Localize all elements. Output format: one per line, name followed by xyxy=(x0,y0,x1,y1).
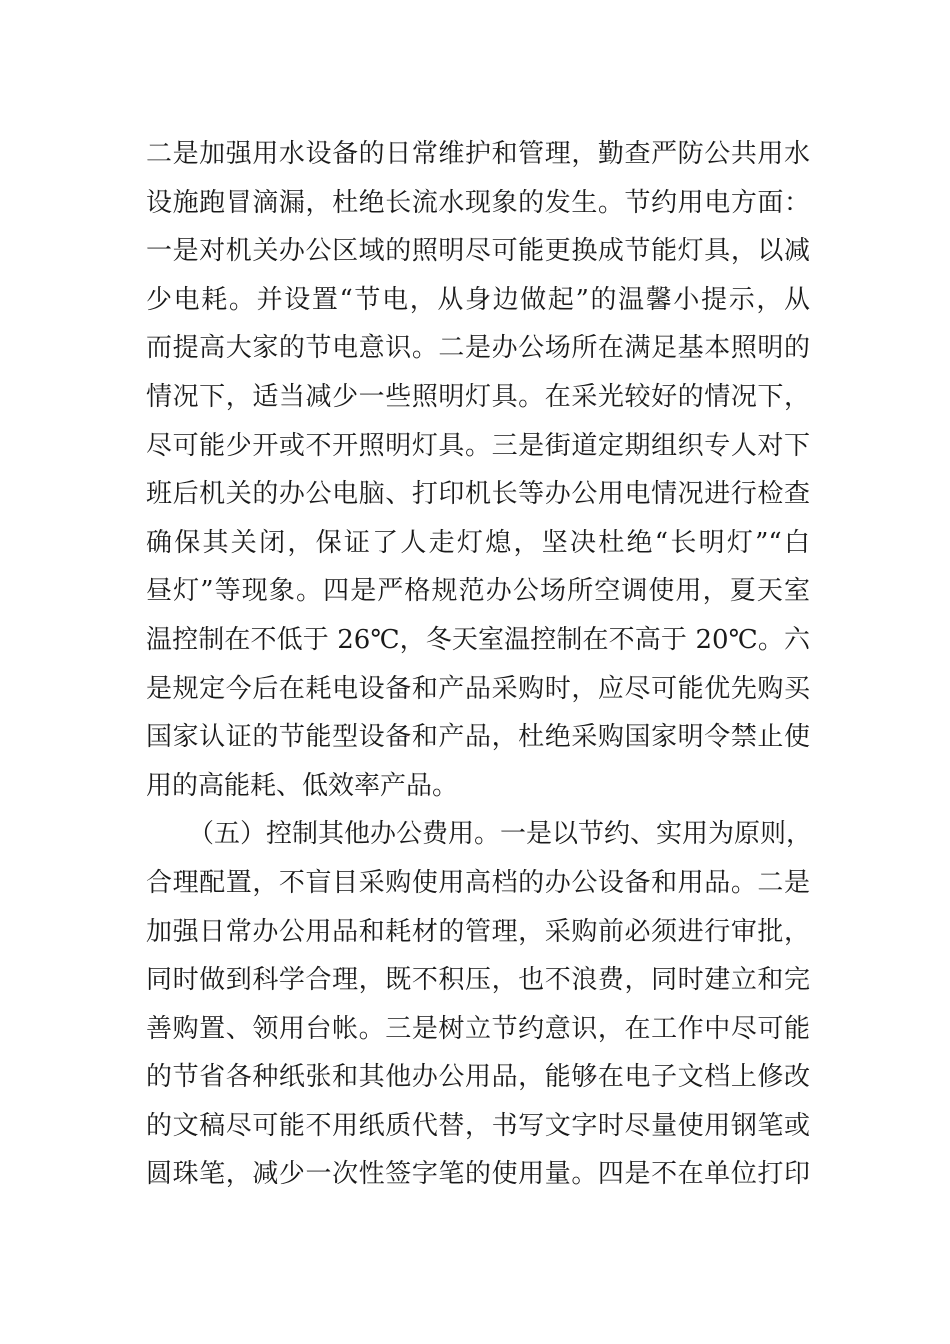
text-line: 而提高大家的节电意识。二是办公场所在满足基本照明的 xyxy=(146,333,810,364)
text-line: 情况下，适当减少一些照明灯具。在采光较好的情况下， xyxy=(146,381,810,412)
text-line: 善购置、领用台帐。三是树立节约意识，在工作中尽可能 xyxy=(146,1013,810,1044)
text-line: 昼灯”等现象。四是严格规范办公场所空调使用，夏天室 xyxy=(146,576,810,607)
text-line: 确保其关闭，保证了人走灯熄，坚决杜绝“长明灯”“白 xyxy=(146,527,810,558)
text-line: 国家认证的节能型设备和产品，杜绝采购国家明令禁止使 xyxy=(146,722,810,753)
text-line: 班后机关的办公电脑、打印机长等办公用电情况进行检查 xyxy=(146,479,810,510)
text-line: 少电耗。并设置“节电，从身边做起”的温馨小提示，从 xyxy=(146,284,810,315)
text-line: 尽可能少开或不开照明灯具。三是街道定期组织专人对下 xyxy=(146,430,810,461)
text-line: 加强日常办公用品和耗材的管理，采购前必须进行审批， xyxy=(146,916,810,947)
text-line: 温控制在不低于 26℃，冬天室温控制在不高于 20℃。六 xyxy=(146,624,810,655)
text-line: 的节省各种纸张和其他办公用品，能够在电子文档上修改 xyxy=(146,1062,810,1093)
text-line: 合理配置，不盲目采购使用高档的办公设备和用品。二是 xyxy=(146,867,810,898)
body-text xyxy=(146,134,813,1203)
text-line: 是规定今后在耗电设备和产品采购时，应尽可能优先购买 xyxy=(146,673,810,704)
text-line: 二是加强用水设备的日常维护和管理，勤查严防公共用水 xyxy=(146,139,810,169)
text-line: 的文稿尽可能不用纸质代替，书写文字时尽量使用钢笔或 xyxy=(146,1110,810,1141)
text-line: 圆珠笔，减少一次性签字笔的使用量。四是不在单位打印 xyxy=(146,1159,810,1190)
section-heading-line: （五）控制其他办公费用。一是以节约、实用为原则， xyxy=(188,819,813,850)
text-line: 一是对机关办公区域的照明尽可能更换成节能灯具，以减 xyxy=(146,236,810,267)
text-line: 设施跑冒滴漏，杜绝长流水现象的发生。节约用电方面： xyxy=(146,187,810,218)
text-line: 用的高能耗、低效率产品。 xyxy=(146,770,459,801)
text-line: 同时做到科学合理，既不积压，也不浪费，同时建立和完 xyxy=(146,965,810,996)
